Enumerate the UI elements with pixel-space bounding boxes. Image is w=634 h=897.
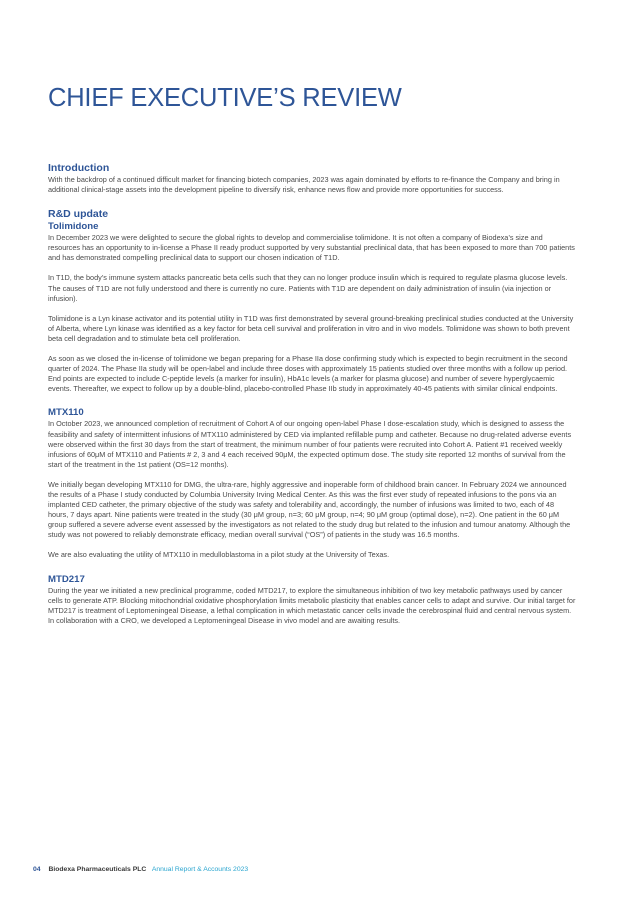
subheading-mtd217: MTD217 bbox=[48, 573, 85, 585]
mtd217-paragraph-1: During the year we initiated a new preclinical programme, coded MTD217, to explore the simultaneous inhibition of two key metabolic pathways used by cancer cells to generate ATP. Blocking mitochondrial oxidative phosphorylation limits metabolic plasticity that enables cancer cells to adapt and survive. Our initial target for MTD217 is treatment of Leptomeningeal Disease, a lethal complication in which metastatic cancer cells invade the cerebrospinal fluid and central nervous system. In collaboration with a CRO, we developed a Leptomeningeal Disease in vivo model and are awaiting results. bbox=[48, 585, 576, 625]
subheading-tolimidone: Tolimidone bbox=[48, 221, 99, 233]
mtx110-paragraph-2: We initially began developing MTX110 for DMG, the ultra-rare, highly aggressive and inoperable form of childhood brain cancer. In February 2024 we announced the results of a Phase I study conducted by Columbia University Irving Medical Center. As this was the first ever study of repeated infusions to the pons via an implanted CED catheter, the primary objective of the study was safety and tolerability and, accordingly, the number of infusions was limited to two, each of 48 hours, 7 days apart. Nine patients were treated in the study (30 μM group, n=3; 60 μM group, n=4; 90 μM group (optimal dose), n=2). One patient in the 60 μM group suffered a severe adverse event assessed by the investigators as not related to the study drug but related to the infusion and tumour anatomy. Although the study was not powered to reliably demonstrate efficacy, median overall survival (“OS”) of patients in the study was 16.5 months. bbox=[48, 479, 571, 540]
tolimidone-paragraph-2: In T1D, the body’s immune system attacks pancreatic beta cells such that they can no longer produce insulin which is required to regulate plasma glucose levels. The causes of T1D are not fully understood and there is currently no cure. Patients with T1D are dependent on daily administration of insulin (via injection or infusion). bbox=[48, 273, 568, 303]
tolimidone-paragraph-3: Tolimidone is a Lyn kinase activator and its potential utility in T1D was first demonstrated by several ground-breaking preclinical studies conducted at the University of Alberta, where Lyn kinase was identified as a key factor for beta cell survival and proliferation in vitro and in vivo models. Tolimidone was shown to both prevent beta cell degradation and to stimulate beta cell proliferation. bbox=[48, 313, 574, 343]
intro-paragraph: With the backdrop of a continued difficult market for financing biotech companies, 2023 was again dominated by efforts to re-finance the Company and bring in additional clinical-stage assets into the development pipeline to diversify risk, enhance news flow and provide more opportunities for success. bbox=[48, 175, 560, 195]
page-number: 04 bbox=[33, 866, 41, 873]
page-footer bbox=[33, 866, 248, 873]
section-heading-rd-update: R&D update bbox=[48, 208, 109, 221]
tolimidone-paragraph-4: As soon as we closed the in-license of tolimidone we began preparing for a Phase IIa dose confirming study which is expected to begin recruitment in the second quarter of 2024. The Phase IIa study will be open-label and include three doses with approximately 15 patients studied over three months with a follow up period. End points are expected to include C-peptide levels (a marker for insulin), HbA1c levels (a marker for plasma glucose) and number of severe hyperglycaemic events. Thereafter, we expect to follow up by a double-blind, placebo-controlled Phase IIb study in approximately 40-45 patients with similar clinical endpoints. bbox=[48, 354, 568, 394]
company-name: Biodexa Pharmaceuticals PLC bbox=[48, 866, 147, 873]
tolimidone-paragraph-1: In December 2023 we were delighted to secure the global rights to develop and commercialise tolimidone. It is not often a company of Biodexa’s size and resources has an opportunity to in-license a Phase II ready product supported by very substantial preclinical data, that has been exposed to more than 700 patients and has demonstrated compelling preclinical data to support our chosen indication of T1D. bbox=[48, 233, 575, 263]
subheading-mtx110: MTX110 bbox=[48, 407, 84, 419]
mtx110-paragraph-1: In October 2023, we announced completion of recruitment of Cohort A of our ongoing open-label Phase I dose-escalation study, which is designed to assess the feasibility and safety of intermittent infusions of MTX110 administered by CED via implanted refillable pump and catheter. Because no drug-related adverse events were observed within the first 30 days from the start of treatment, the minimum number of four patients were recruited into Cohort A. Patient #1 received weekly infusions of 60μM of MTX110 and Patients # 2, 3 and 4 each received 90μM, the expected optimum dose. The study site reported 12 months of survival from the start of the treatment in the 1st patient (OS=12 months). bbox=[48, 419, 572, 469]
section-heading-introduction: Introduction bbox=[48, 162, 110, 174]
mtx110-paragraph-3: We are also evaluating the utility of MTX110 in medulloblastoma in a pilot study at the University of Texas. bbox=[48, 550, 390, 560]
report-title: Annual Report & Accounts 2023 bbox=[151, 866, 249, 873]
page-title: CHIEF EXECUTIVE’S REVIEW bbox=[48, 84, 402, 112]
article-body bbox=[48, 162, 576, 626]
